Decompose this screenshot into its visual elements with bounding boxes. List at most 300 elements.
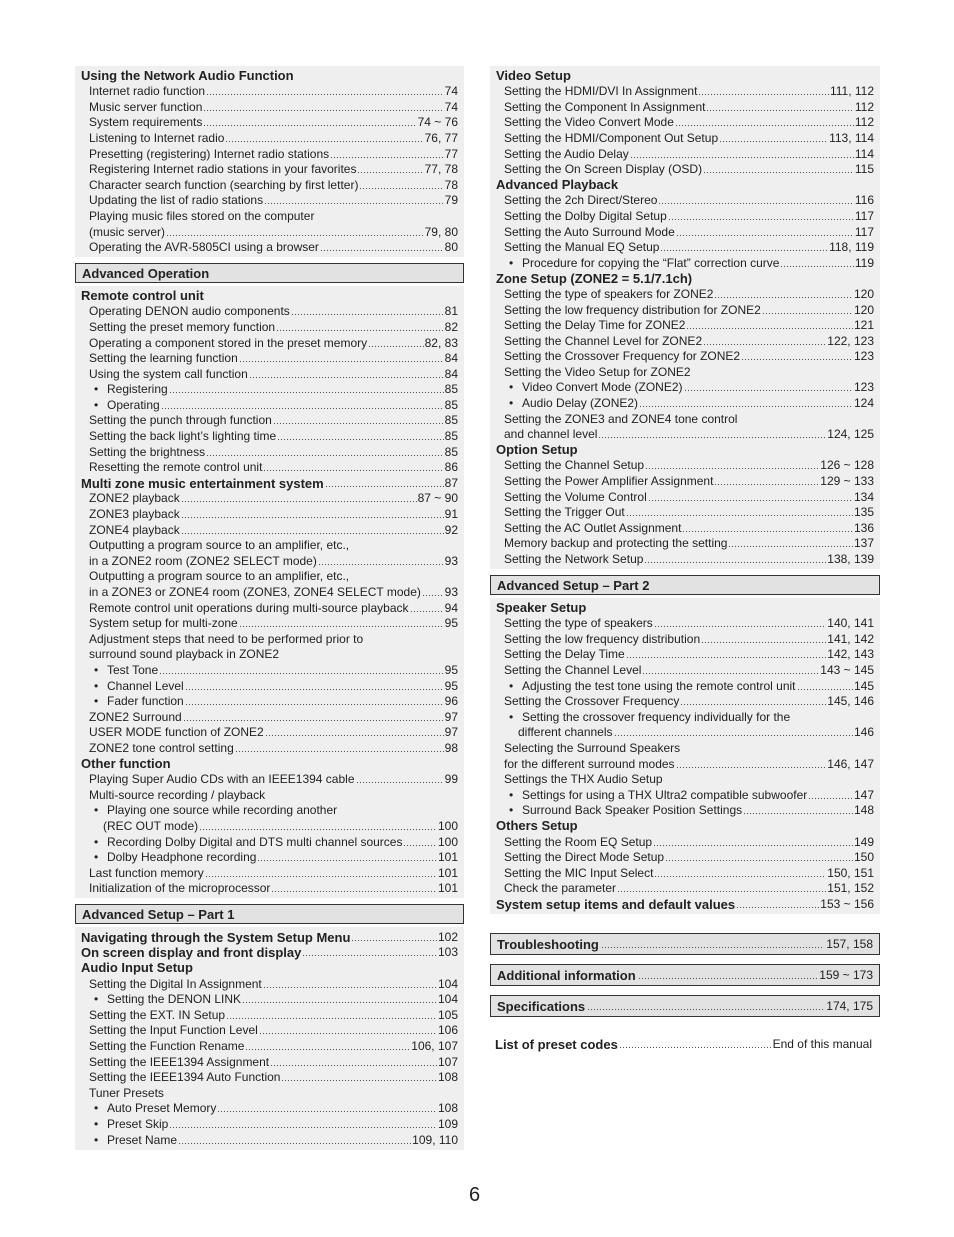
toc-entry-page: 97 (444, 725, 458, 740)
toc-entry-title: Setting the low frequency distribution for ZONE2 (504, 302, 761, 317)
toc-entry-title: Last function memory (89, 865, 204, 880)
leader-dots (719, 134, 828, 143)
toc-entry-title: Test Tone (107, 662, 159, 677)
toc-entry-title: and channel level (504, 427, 598, 442)
toc-entry-page: 112 (854, 115, 874, 130)
toc-entry[interactable] (81, 177, 458, 193)
subsection-heading-speaker-setup: Speaker Setup (496, 600, 587, 615)
toc-entry[interactable] (81, 865, 458, 881)
toc-entry-page: 149 (853, 834, 874, 849)
toc-entry-title: Setting the On Screen Display (OSD) (504, 162, 703, 177)
section-entry-additional-information[interactable] (490, 964, 880, 986)
toc-entry[interactable] (81, 460, 458, 476)
toc-entry[interactable] (496, 84, 874, 100)
toc-entry-page: 143 ~ 145 (820, 662, 874, 677)
leader-dots (410, 604, 444, 613)
toc-entry[interactable] (496, 536, 874, 552)
toc-entry[interactable] (496, 865, 874, 881)
toc-entry-title: Setting the HDMI/Component Out Setup (504, 130, 719, 145)
toc-entry[interactable] (81, 1116, 458, 1132)
toc-entry-title: surround sound playback in ZONE2 (89, 647, 280, 662)
toc-text-line (81, 1085, 458, 1101)
leader-dots (359, 181, 443, 190)
toc-entry[interactable] (81, 335, 458, 351)
leader-dots (206, 87, 444, 96)
toc-entry[interactable] (496, 473, 874, 489)
toc-entry[interactable] (496, 616, 874, 632)
toc-entry-page: 114 (854, 146, 874, 161)
leader-dots (235, 744, 444, 753)
leader-dots (648, 493, 853, 502)
subsection-heading-remote-control-unit: Remote control unit (81, 288, 204, 304)
toc-entry[interactable] (81, 818, 458, 834)
toc-entry[interactable] (81, 146, 458, 162)
leader-dots (264, 196, 444, 205)
toc-entry[interactable] (496, 162, 874, 178)
toc-entry-page: 95 (444, 662, 458, 677)
toc-entry-title: Playing one source while recording another (107, 803, 338, 818)
toc-entry-title: Setting the type of speakers (504, 616, 653, 631)
toc-entry[interactable] (81, 600, 458, 616)
toc-entry[interactable] (81, 413, 458, 429)
section-entry-troubleshooting[interactable] (490, 933, 880, 955)
toc-entry-title: different channels (518, 725, 613, 740)
toc-entry-page: 141, 142 (827, 631, 874, 646)
toc-entry[interactable] (81, 475, 458, 491)
section-header-advanced-operation: Advanced Operation (75, 263, 464, 283)
toc-entry[interactable] (496, 380, 874, 396)
leader-dots (614, 728, 853, 737)
toc-entry-title: Preset Skip (107, 1117, 169, 1131)
leader-dots (736, 900, 819, 909)
toc-text-line (496, 709, 874, 725)
spacer (490, 914, 880, 920)
toc-entry[interactable] (81, 193, 458, 209)
toc-entry-title: Presetting (registering) Internet radio stations (89, 146, 330, 161)
toc-entry[interactable] (81, 366, 458, 382)
toc-entry-page: 95 (444, 616, 458, 631)
toc-entry-title: System setup for multi-zone (89, 616, 238, 631)
toc-entry[interactable] (81, 428, 458, 444)
toc-entry[interactable] (496, 489, 874, 505)
toc-entry-title: On screen display and front display (81, 945, 302, 961)
bullet-icon: • (509, 255, 514, 270)
toc-entry-title: for the different surround modes (504, 756, 675, 771)
bullet-icon: • (509, 380, 514, 395)
toc-entry[interactable] (81, 1132, 458, 1148)
leader-dots (728, 539, 853, 548)
toc-entry[interactable] (81, 304, 458, 320)
leader-dots (178, 1136, 411, 1145)
toc-entry-page: 103 (437, 945, 458, 960)
toc-entry[interactable] (496, 208, 874, 224)
toc-entry-page: 87 ~ 90 (417, 491, 458, 506)
toc-entry[interactable] (496, 850, 874, 866)
toc-entry-title: (REC OUT mode) (103, 818, 199, 833)
toc-entry-page: 146 (853, 725, 874, 740)
leader-dots (780, 259, 853, 268)
toc-entry[interactable] (496, 349, 874, 365)
toc-entry-page: 77, 78 (424, 162, 458, 177)
toc-entry-page: 123 (853, 380, 874, 395)
toc-entry[interactable] (81, 834, 458, 850)
toc-entry[interactable] (496, 662, 874, 678)
leader-dots (403, 838, 436, 847)
toc-entry[interactable] (496, 520, 874, 536)
leader-dots (645, 461, 819, 470)
toc-entry-title: Outputting a program source to an amplifier, etc., (89, 538, 350, 553)
toc-entry[interactable] (496, 99, 874, 115)
toc-section-box (75, 66, 464, 257)
leader-dots (203, 103, 443, 112)
toc-entry[interactable] (81, 553, 458, 569)
toc-entry-title: Setting the type of speakers for ZONE2 (504, 286, 714, 301)
subsection-heading-audio-input-setup: Audio Input Setup (81, 960, 193, 976)
toc-text-line (496, 364, 874, 380)
toc-entry-page: 105 (437, 1007, 458, 1022)
toc-entry-page: 123 (853, 349, 874, 364)
toc-entry[interactable] (496, 896, 874, 912)
bullet-icon: • (94, 1117, 99, 1131)
bullet-icon: • (509, 709, 514, 724)
leader-dots (638, 971, 818, 980)
leader-dots (166, 228, 424, 237)
toc-entry[interactable] (81, 976, 458, 992)
toc-entry[interactable] (496, 224, 874, 240)
toc-entry-page: 145 (853, 678, 874, 693)
leader-dots (743, 806, 853, 815)
toc-entry-title: USER MODE function of ZONE2 (89, 725, 264, 740)
leader-dots (601, 940, 824, 949)
toc-entry[interactable] (81, 522, 458, 538)
toc-entry-title: Procedure for copying the “Flat” correction curve (522, 255, 780, 270)
toc-entry-title: Setting the HDMI/DVI In Assignment (504, 84, 698, 99)
toc-entry[interactable] (496, 803, 874, 819)
toc-entry-page: 115 (854, 162, 874, 177)
toc-entry-title: Character search function (searching by first letter) (89, 177, 359, 192)
toc-entry-title: Setting the 2ch Direct/Stereo (504, 193, 658, 208)
toc-entry[interactable] (496, 756, 874, 772)
toc-entry-page: 118, 119 (829, 240, 874, 255)
leader-dots (642, 666, 819, 675)
toc-entry-page: 92 (444, 522, 458, 537)
toc-entry-page: 77 (444, 146, 458, 161)
leader-dots (658, 196, 853, 205)
toc-entry[interactable] (81, 1038, 458, 1054)
toc-entry[interactable] (81, 99, 458, 115)
toc-entry-title: Operating a component stored in the preset memory (89, 335, 368, 350)
toc-entry-page: 81 (444, 304, 458, 319)
toc-entry-title: Registering (107, 382, 168, 397)
toc-entry[interactable] (81, 224, 458, 240)
toc-entry[interactable] (81, 162, 458, 178)
toc-entry-page: 112 (854, 99, 874, 114)
toc-entry-page: 145, 146 (827, 694, 874, 709)
toc-entry[interactable] (81, 725, 458, 741)
leader-dots (265, 728, 444, 737)
toc-entry[interactable] (496, 834, 874, 850)
toc-entry-page: 101 (437, 865, 458, 880)
toc-entry-title: Setting the Manual EQ Setup (504, 240, 660, 255)
toc-entry-page: 147 (853, 787, 874, 802)
toc-entry[interactable] (496, 458, 874, 474)
toc-entry[interactable] (496, 115, 874, 131)
toc-entry-page: 108 (437, 1070, 458, 1085)
toc-entry[interactable] (496, 193, 874, 209)
leader-dots (626, 650, 827, 659)
toc-entry[interactable] (496, 725, 874, 741)
section-entry-specifications[interactable] (490, 995, 880, 1017)
toc-entry-title: Selecting the Surround Speakers (504, 740, 681, 755)
leader-dots (239, 619, 444, 628)
toc-entry-page: 78 (444, 177, 458, 192)
leader-dots (797, 682, 853, 691)
toc-entry-title: Setting the back light’s lighting time (89, 429, 277, 444)
toc-entry-title: System setup items and default values (496, 896, 736, 912)
section-entry-page: 159 ~ 173 (819, 968, 873, 982)
toc-entry[interactable] (81, 709, 458, 725)
toc-entry[interactable] (496, 427, 874, 443)
toc-entry[interactable] (81, 319, 458, 335)
toc-entry-title: Setting the crossover frequency individually for the (522, 709, 791, 724)
toc-entry[interactable] (81, 772, 458, 788)
toc-entry[interactable] (81, 240, 458, 256)
toc-entry-title: Playing music files stored on the computer (89, 208, 315, 223)
subsection-heading-option-setup: Option Setup (496, 442, 578, 458)
leader-dots (259, 1026, 437, 1035)
preset-codes-entry[interactable] (495, 1036, 872, 1052)
toc-entry[interactable] (81, 1054, 458, 1070)
toc-entry-title: Audio Delay (ZONE2) (522, 396, 639, 411)
leader-dots (320, 243, 444, 252)
leader-dots (587, 1002, 824, 1011)
toc-entry[interactable] (496, 678, 874, 694)
toc-entry-page: 79 (444, 193, 458, 208)
toc-entry[interactable] (496, 631, 874, 647)
toc-entry-page: 142, 143 (827, 647, 874, 662)
leader-dots (675, 118, 854, 127)
toc-entry[interactable] (81, 694, 458, 710)
toc-entry-title: ZONE2 tone control setting (89, 740, 234, 755)
toc-entry[interactable] (81, 351, 458, 367)
toc-entry[interactable] (81, 992, 458, 1008)
toc-entry-title: Multi-source recording / playback (89, 787, 266, 802)
leader-dots (276, 323, 444, 332)
toc-entry-page: 121 (853, 318, 874, 333)
toc-entry-page: 82 (444, 319, 458, 334)
toc-entry-page: 153 ~ 156 (820, 896, 874, 911)
toc-entry[interactable] (496, 787, 874, 803)
leader-dots (684, 383, 853, 392)
toc-entry[interactable] (81, 881, 458, 897)
toc-entry-title: Setting the learning function (89, 351, 238, 366)
toc-entry-page: 79, 80 (424, 224, 458, 239)
toc-entry-title: Dolby Headphone recording (107, 850, 257, 865)
leader-dots (226, 1011, 437, 1020)
toc-entry-title: Outputting a program source to an amplifier, etc., (89, 569, 350, 584)
leader-dots (619, 1040, 772, 1049)
toc-entry[interactable] (496, 146, 874, 162)
toc-entry-page: 138, 139 (827, 552, 874, 566)
leader-dots (242, 995, 437, 1004)
toc-entry-page: 109, 110 (412, 1132, 458, 1147)
toc-entry[interactable] (496, 318, 874, 334)
toc-entry-page: 134 (853, 489, 874, 504)
toc-entry[interactable] (496, 881, 874, 897)
toc-entry-page: 93 (444, 553, 458, 568)
leader-dots (169, 1120, 437, 1129)
toc-entry[interactable] (81, 616, 458, 632)
toc-entry-title: Listening to Internet radio (89, 130, 225, 145)
toc-entry[interactable] (81, 115, 458, 131)
toc-entry-page: 100 (437, 834, 458, 849)
toc-entry[interactable] (496, 505, 874, 521)
toc-entry-page: 91 (444, 507, 458, 522)
leader-dots (701, 635, 826, 644)
toc-text-line (496, 772, 874, 788)
subsection-heading-advanced-playback: Advanced Playback (496, 177, 619, 193)
toc-entry-title: Setting the low frequency distribution (504, 631, 701, 646)
toc-entry[interactable] (81, 84, 458, 100)
toc-entry[interactable] (81, 1070, 458, 1086)
toc-entry-title: Setting the Trigger Out (504, 505, 625, 520)
leader-dots (654, 869, 826, 878)
toc-entry-title: (music server) (89, 224, 166, 239)
toc-text-line (81, 538, 458, 554)
toc-entry-title: Setting the Direct Mode Setup (504, 850, 665, 865)
toc-entry[interactable] (496, 647, 874, 663)
toc-entry[interactable] (496, 333, 874, 349)
leader-dots (270, 1058, 437, 1067)
leader-dots (698, 87, 829, 96)
toc-entry[interactable] (496, 240, 874, 256)
toc-entry-title: Setting the Channel Level (504, 662, 642, 677)
toc-entry-page: 151, 152 (827, 881, 874, 896)
toc-entry[interactable] (81, 444, 458, 460)
toc-text-line (81, 631, 458, 647)
toc-section-box (75, 286, 464, 898)
toc-entry[interactable] (81, 506, 458, 522)
bullet-icon: • (94, 850, 99, 865)
toc-entry-title: Fader function (107, 694, 184, 709)
section-entry-page: 157, 158 (826, 937, 873, 951)
toc-entry[interactable] (81, 1007, 458, 1023)
toc-entry-title: in a ZONE2 room (ZONE2 SELECT mode) (89, 553, 317, 568)
bullet-icon: • (94, 834, 99, 849)
leader-dots (183, 713, 444, 722)
subsection-heading-zone-setup-zone2-5-1-7-1ch: Zone Setup (ZONE2 = 5.1/7.1ch) (496, 270, 693, 286)
toc-entry-page: 85 (444, 413, 458, 428)
leader-dots (277, 432, 443, 441)
leader-dots (706, 103, 853, 112)
toc-entry[interactable] (81, 584, 458, 600)
toc-text-line (81, 787, 458, 803)
toc-text-line (81, 647, 458, 663)
toc-entry[interactable] (81, 130, 458, 146)
toc-entry[interactable] (81, 662, 458, 678)
leader-dots (318, 557, 444, 566)
toc-entry-page: 104 (437, 976, 458, 991)
leader-dots (703, 337, 826, 346)
toc-entry-page: 95 (444, 678, 458, 693)
toc-entry-title: Auto Preset Memory (107, 1101, 217, 1116)
toc-entry-page: 148 (853, 803, 874, 818)
leader-dots (203, 118, 416, 127)
toc-entry-page: 102 (437, 929, 458, 944)
toc-entry-title: Setting the EXT. IN Setup (89, 1007, 226, 1022)
toc-bottom-sections (490, 933, 880, 1026)
toc-entry[interactable] (496, 395, 874, 411)
toc-entry-page: 74 (444, 99, 458, 114)
toc-entry-title: Recording Dolby Digital and DTS multi channel sources (107, 834, 403, 849)
toc-entry[interactable] (496, 286, 874, 302)
toc-entry[interactable] (496, 302, 874, 318)
toc-entry-page: 97 (444, 709, 458, 724)
toc-entry-title: Setting the Delay Time for ZONE2 (504, 318, 686, 333)
toc-entry[interactable] (81, 1101, 458, 1117)
toc-entry-title: Setting the MIC Input Select (504, 865, 654, 880)
toc-entry-page: 85 (444, 429, 458, 444)
toc-entry[interactable] (81, 850, 458, 866)
leader-dots (644, 555, 826, 564)
spacer (75, 1150, 464, 1156)
toc-entry-title: Setting the Crossover Frequency for ZONE2 (504, 349, 741, 364)
leader-dots (654, 619, 827, 628)
leader-dots (325, 479, 444, 488)
leader-dots (199, 822, 437, 831)
toc-entry-title: in a ZONE3 or ZONE4 room (ZONE3, ZONE4 SELECT mode) (89, 585, 421, 599)
toc-entry-title: Setting the Channel Setup (504, 458, 645, 473)
toc-entry[interactable] (496, 255, 874, 271)
toc-entry-page: 76, 77 (424, 130, 458, 145)
toc-entry-title: Surround Back Speaker Position Settings (522, 803, 743, 818)
toc-entry[interactable] (81, 929, 458, 945)
toc-entry[interactable] (81, 945, 458, 961)
toc-entry-title: Playing Super Audio CDs with an IEEE1394 cable (89, 772, 355, 787)
toc-entry[interactable] (496, 551, 874, 567)
toc-entry-page: 124, 125 (827, 427, 874, 442)
toc-entry-page: 119 (854, 255, 874, 270)
toc-text-line (81, 803, 458, 819)
toc-entry[interactable] (81, 491, 458, 507)
bullet-icon: • (509, 787, 514, 802)
toc-entry[interactable] (81, 382, 458, 398)
toc-entry[interactable] (81, 397, 458, 413)
section-entry-title: Additional information (497, 967, 636, 983)
toc-entry-page: 108 (437, 1101, 458, 1116)
leader-dots (660, 243, 828, 252)
bullet-icon: • (94, 397, 99, 412)
toc-entry-title: Setting the ZONE3 and ZONE4 tone control (504, 411, 738, 426)
toc-entry[interactable] (81, 678, 458, 694)
leader-dots (422, 588, 444, 597)
toc-entry-page: 94 (444, 600, 458, 615)
toc-entry-title: Setting the Crossover Frequency (504, 694, 680, 709)
leader-dots (263, 980, 437, 989)
toc-entry[interactable] (496, 130, 874, 146)
leader-dots (239, 354, 444, 363)
preset-codes-page: End of this manual (772, 1036, 872, 1051)
toc-entry-title: Resetting the remote control unit (89, 460, 263, 475)
toc-entry[interactable] (496, 694, 874, 710)
toc-entry[interactable] (81, 1023, 458, 1039)
subsection-heading-others-setup: Others Setup (496, 818, 578, 834)
toc-entry-page: 101 (437, 881, 458, 896)
section-entry-title: Troubleshooting (497, 936, 599, 952)
toc-entry-page: 80 (444, 240, 458, 255)
toc-entry[interactable] (81, 740, 458, 756)
toc-entry-title: Setting the preset memory function (89, 319, 276, 334)
